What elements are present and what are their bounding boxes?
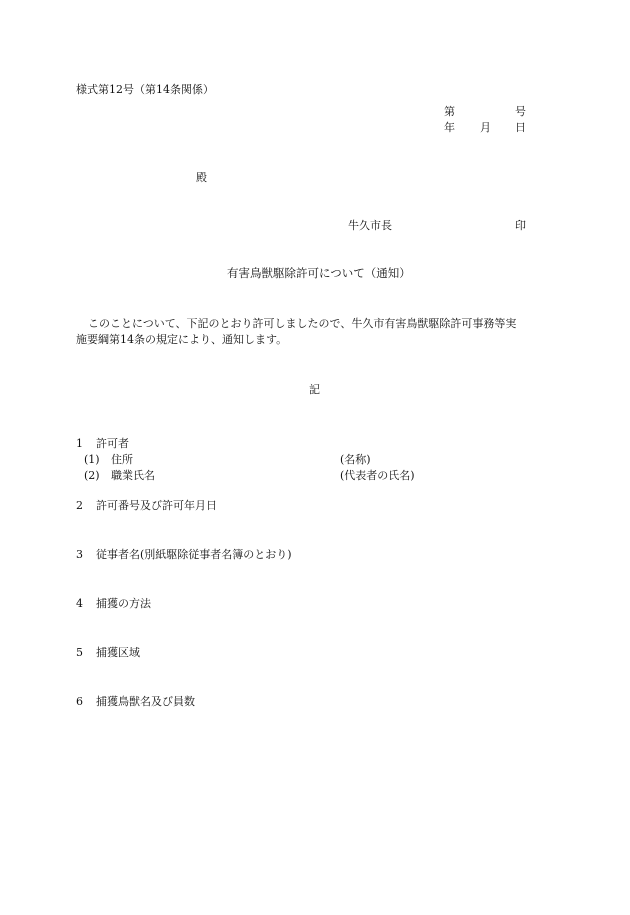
number-dai-label: 第: [444, 105, 455, 118]
item-2-label: 許可番号及び許可年月日: [96, 499, 217, 512]
number-go-label: 号: [515, 105, 526, 118]
item-1-sub-1-right: (名称): [340, 453, 371, 466]
item-4-label: 捕獲の方法: [96, 597, 151, 610]
date-month-label: 月: [480, 121, 491, 134]
item-4-number: 4: [76, 597, 83, 610]
item-1-sub-1-label: 住所: [111, 453, 133, 466]
seal-mark: 印: [515, 219, 526, 232]
ki-marker: 記: [309, 383, 320, 396]
document-title: 有害鳥獣駆除許可について（通知）: [227, 266, 411, 280]
item-1-sub-2-right: (代表者の氏名): [340, 469, 415, 482]
issuer-title: 牛久市長: [348, 219, 392, 232]
body-text-line-2: 施要綱第14条の規定により、通知します。: [76, 333, 288, 346]
item-5-number: 5: [76, 646, 83, 659]
item-3-number: 3: [76, 548, 83, 561]
form-number: 様式第12号（第14条関係）: [76, 83, 214, 96]
item-1-sub-2-number: (2): [84, 469, 100, 482]
item-3-label: 従事者名(別紙駆除従事者名簿のとおり): [96, 548, 292, 561]
addressee-honorific: 殿: [196, 171, 207, 184]
item-1-sub-2-label: 職業氏名: [111, 469, 155, 482]
item-6-label: 捕獲鳥獣名及び員数: [96, 695, 195, 708]
item-2-number: 2: [76, 499, 83, 512]
item-6-number: 6: [76, 695, 83, 708]
body-text-line-1: このことについて、下記のとおり許可しましたので、牛久市有害鳥獣駆除許可事務等実: [88, 317, 517, 330]
item-1-label: 許可者: [96, 437, 129, 450]
date-day-label: 日: [515, 121, 526, 134]
item-1-sub-1-number: (1): [84, 453, 100, 466]
item-5-label: 捕獲区域: [96, 646, 140, 659]
date-year-label: 年: [444, 121, 455, 134]
item-1-number: 1: [76, 437, 83, 450]
